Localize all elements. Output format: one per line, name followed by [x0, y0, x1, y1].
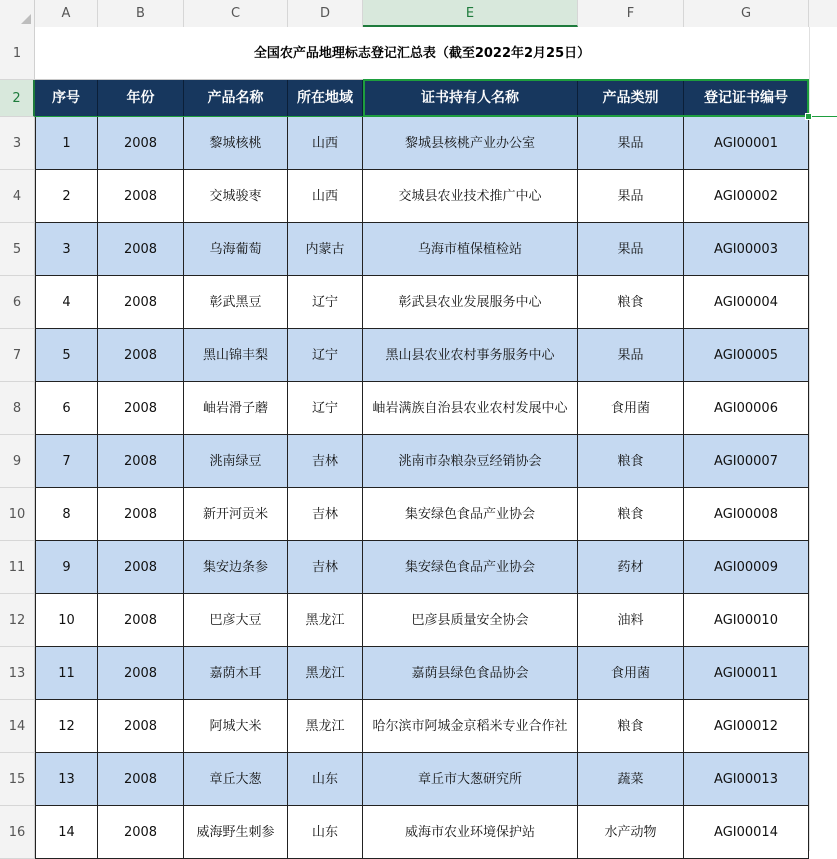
table-cell[interactable]: 彰武县农业发展服务中心 — [363, 276, 578, 329]
header-cell[interactable]: 年份 — [98, 80, 184, 117]
table-cell[interactable]: 10 — [35, 594, 98, 647]
table-cell[interactable]: 2008 — [98, 541, 184, 594]
table-cell[interactable]: 岫岩满族自治县农业农村发展中心 — [363, 382, 578, 435]
row-header-4[interactable]: 4 — [0, 170, 35, 223]
table-cell[interactable]: 黑龙江 — [288, 700, 363, 753]
row-header-8[interactable]: 8 — [0, 382, 35, 435]
header-cell[interactable]: 证书持有人名称 — [363, 80, 578, 117]
table-cell[interactable]: 哈尔滨市阿城金京稻米专业合作社 — [363, 700, 578, 753]
row-header-6[interactable]: 6 — [0, 276, 35, 329]
table-cell[interactable]: 7 — [35, 435, 98, 488]
row-header-12[interactable]: 12 — [0, 594, 35, 647]
table-cell[interactable]: AGI00001 — [684, 117, 809, 170]
table-cell[interactable]: 山东 — [288, 806, 363, 859]
table-cell[interactable]: 食用菌 — [578, 382, 684, 435]
table-cell[interactable]: 水产动物 — [578, 806, 684, 859]
select-all-corner[interactable] — [0, 0, 35, 27]
table-cell[interactable]: 果品 — [578, 223, 684, 276]
table-title[interactable]: 全国农产品地理标志登记汇总表（截至2022年2月25日） — [35, 27, 809, 80]
table-cell[interactable]: 吉林 — [288, 541, 363, 594]
selection-row-line — [35, 116, 837, 117]
row-header-11[interactable]: 11 — [0, 541, 35, 594]
table-cell[interactable]: AGI00008 — [684, 488, 809, 541]
table-cell[interactable]: AGI00012 — [684, 700, 809, 753]
table-cell[interactable]: 2008 — [98, 382, 184, 435]
table-cell[interactable]: 9 — [35, 541, 98, 594]
table-cell[interactable]: 洮南绿豆 — [184, 435, 288, 488]
table-cell[interactable]: 嘉荫木耳 — [184, 647, 288, 700]
column-header-d[interactable]: D — [288, 0, 363, 27]
column-header-g[interactable]: G — [684, 0, 809, 27]
column-header-b[interactable]: B — [98, 0, 184, 27]
table-cell[interactable]: 粮食 — [578, 435, 684, 488]
table-cell[interactable]: 吉林 — [288, 435, 363, 488]
table-cell[interactable]: 黑山县农业农村事务服务中心 — [363, 329, 578, 382]
table-cell[interactable]: 章丘市大葱研究所 — [363, 753, 578, 806]
table-cell[interactable]: 吉林 — [288, 488, 363, 541]
table-cell[interactable]: AGI00003 — [684, 223, 809, 276]
table-cell[interactable]: AGI00013 — [684, 753, 809, 806]
table-cell[interactable]: 内蒙古 — [288, 223, 363, 276]
table-cell[interactable]: 果品 — [578, 170, 684, 223]
table-cell[interactable]: 洮南市杂粮杂豆经销协会 — [363, 435, 578, 488]
column-header-c[interactable]: C — [184, 0, 288, 27]
table-cell[interactable]: 药材 — [578, 541, 684, 594]
table-cell[interactable]: 乌海市植保植检站 — [363, 223, 578, 276]
table-cell[interactable]: 辽宁 — [288, 276, 363, 329]
column-header-bar — [0, 0, 837, 28]
row-header-16[interactable]: 16 — [0, 806, 35, 859]
table-cell[interactable]: 岫岩滑子蘑 — [184, 382, 288, 435]
table-cell[interactable]: 阿城大米 — [184, 700, 288, 753]
table-cell[interactable]: 黎城县核桃产业办公室 — [363, 117, 578, 170]
table-cell[interactable]: 2008 — [98, 223, 184, 276]
table-cell[interactable]: 2008 — [98, 170, 184, 223]
header-cell[interactable]: 所在地域 — [288, 80, 363, 117]
table-cell[interactable]: 威海野生刺参 — [184, 806, 288, 859]
table-cell[interactable]: 食用菌 — [578, 647, 684, 700]
column-header-e[interactable]: E — [363, 0, 578, 27]
table-cell[interactable]: 12 — [35, 700, 98, 753]
table-cell[interactable]: 章丘大葱 — [184, 753, 288, 806]
table-cell[interactable]: 14 — [35, 806, 98, 859]
table-cell[interactable]: 集安绿色食品产业协会 — [363, 488, 578, 541]
table-cell[interactable]: 黑山锦丰梨 — [184, 329, 288, 382]
row-header-10[interactable]: 10 — [0, 488, 35, 541]
table-cell[interactable]: 辽宁 — [288, 382, 363, 435]
row-header-1[interactable]: 1 — [0, 27, 35, 80]
header-cell[interactable]: 产品类别 — [578, 80, 684, 117]
table-cell[interactable]: 威海市农业环境保护站 — [363, 806, 578, 859]
row-header-13[interactable]: 13 — [0, 647, 35, 700]
row-header-15[interactable]: 15 — [0, 753, 35, 806]
table-cell[interactable]: 彰武黑豆 — [184, 276, 288, 329]
table-cell[interactable]: 黑龙江 — [288, 647, 363, 700]
table-cell[interactable]: 果品 — [578, 329, 684, 382]
table-cell[interactable]: 2008 — [98, 117, 184, 170]
table-cell[interactable]: 3 — [35, 223, 98, 276]
fill-handle[interactable] — [805, 113, 812, 120]
table-cell[interactable]: 交城骏枣 — [184, 170, 288, 223]
table-cell[interactable]: 2008 — [98, 806, 184, 859]
table-cell[interactable]: 粮食 — [578, 276, 684, 329]
row-header-3[interactable]: 3 — [0, 117, 35, 170]
row-header-7[interactable]: 7 — [0, 329, 35, 382]
table-cell[interactable]: 集安边条参 — [184, 541, 288, 594]
table-cell[interactable]: 1 — [35, 117, 98, 170]
table-cell[interactable]: 巴彦县质量安全协会 — [363, 594, 578, 647]
table-cell[interactable]: 2008 — [98, 276, 184, 329]
table-cell[interactable]: 粮食 — [578, 700, 684, 753]
table-cell[interactable]: 4 — [35, 276, 98, 329]
table-cell[interactable]: 2008 — [98, 753, 184, 806]
table-cell[interactable]: 13 — [35, 753, 98, 806]
table-cell[interactable]: AGI00009 — [684, 541, 809, 594]
row-header-14[interactable]: 14 — [0, 700, 35, 753]
table-cell[interactable]: 果品 — [578, 117, 684, 170]
table-cell[interactable]: 蔬菜 — [578, 753, 684, 806]
table-cell[interactable]: 交城县农业技术推广中心 — [363, 170, 578, 223]
table-cell[interactable]: AGI00005 — [684, 329, 809, 382]
row-header-5[interactable]: 5 — [0, 223, 35, 276]
table-cell[interactable]: AGI00002 — [684, 170, 809, 223]
table-cell[interactable]: 2008 — [98, 700, 184, 753]
table-cell[interactable]: 巴彦大豆 — [184, 594, 288, 647]
table-cell[interactable]: 2 — [35, 170, 98, 223]
table-cell[interactable]: AGI00007 — [684, 435, 809, 488]
table-cell[interactable]: AGI00004 — [684, 276, 809, 329]
header-cell[interactable]: 登记证书编号 — [684, 80, 809, 117]
table-cell[interactable]: 集安绿色食品产业协会 — [363, 541, 578, 594]
table-cell[interactable]: 新开河贡米 — [184, 488, 288, 541]
table-cell[interactable]: 乌海葡萄 — [184, 223, 288, 276]
table-cell[interactable]: 粮食 — [578, 488, 684, 541]
row-header-9[interactable]: 9 — [0, 435, 35, 488]
table-cell[interactable]: 嘉荫县绿色食品协会 — [363, 647, 578, 700]
table-cell[interactable]: 8 — [35, 488, 98, 541]
table-cell[interactable]: AGI00010 — [684, 594, 809, 647]
table-cell[interactable]: 2008 — [98, 594, 184, 647]
column-header-a[interactable]: A — [35, 0, 98, 27]
table-cell[interactable]: 6 — [35, 382, 98, 435]
table-cell[interactable]: 山东 — [288, 753, 363, 806]
table-cell[interactable]: 山西 — [288, 170, 363, 223]
table-cell[interactable]: 11 — [35, 647, 98, 700]
table-cell[interactable]: 5 — [35, 329, 98, 382]
header-cell[interactable]: 产品名称 — [184, 80, 288, 117]
table-cell[interactable]: AGI00006 — [684, 382, 809, 435]
table-cell[interactable]: 2008 — [98, 329, 184, 382]
table-cell[interactable]: 山西 — [288, 117, 363, 170]
table-cell[interactable]: 2008 — [98, 647, 184, 700]
table-cell[interactable]: AGI00011 — [684, 647, 809, 700]
table-cell[interactable]: AGI00014 — [684, 806, 809, 859]
table-cell[interactable]: 2008 — [98, 435, 184, 488]
row-header-2[interactable]: 2 — [0, 80, 35, 117]
column-header-f[interactable]: F — [578, 0, 684, 27]
table-cell[interactable]: 2008 — [98, 488, 184, 541]
table-cell[interactable]: 辽宁 — [288, 329, 363, 382]
table-cell[interactable]: 黎城核桃 — [184, 117, 288, 170]
empty-column-area[interactable] — [809, 27, 837, 851]
table-cell[interactable]: 黑龙江 — [288, 594, 363, 647]
table-cell[interactable]: 油料 — [578, 594, 684, 647]
header-cell[interactable]: 序号 — [35, 80, 98, 117]
